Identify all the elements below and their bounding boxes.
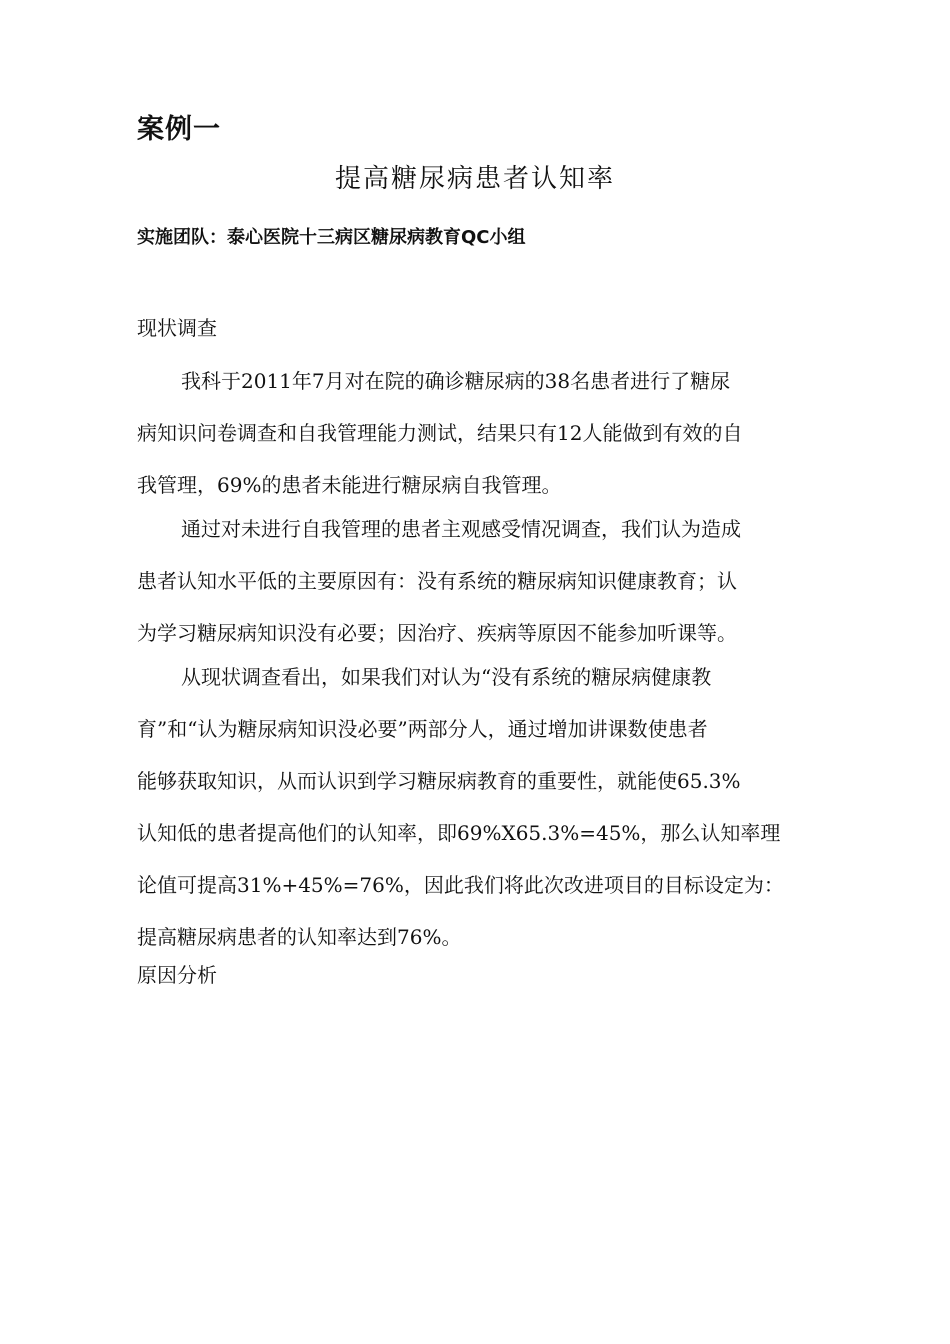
paragraph-1 (137, 355, 837, 511)
section-heading-status: 现状调查 (137, 316, 217, 340)
paragraph-line: 认知低的患者提高他们的认知率，即69%X65.3%=45%，那么认知率理 (137, 821, 781, 845)
section-heading-cause: 原因分析 (137, 963, 217, 987)
paragraph-line: 患者认知水平低的主要原因有：没有系统的糖尿病知识健康教育；认 (137, 569, 737, 593)
paragraph-line: 从现状调查看出，如果我们对认为“没有系统的糖尿病健康教 (181, 665, 712, 689)
case-heading: 案例一 (137, 114, 221, 145)
paragraph-line: 育”和“认为糖尿病知识没必要”两部分人，通过增加讲课数使患者 (137, 717, 708, 741)
document-title: 提高糖尿病患者认知率 (334, 164, 615, 194)
paragraph-3 (137, 651, 837, 963)
paragraph-line: 病知识问卷调查和自我管理能力测试，结果只有12人能做到有效的自 (137, 421, 743, 445)
paragraph-line: 我科于2011年7月对在院的确诊糖尿病的38名患者进行了糖尿 (181, 369, 731, 393)
paragraph-line: 为学习糖尿病知识没有必要；因治疗、疾病等原因不能参加听课等。 (137, 621, 737, 645)
paragraph-line: 我管理，69%的患者未能进行糖尿病自我管理。 (137, 473, 562, 497)
paragraph-2 (137, 503, 837, 659)
paragraph-line: 通过对未进行自我管理的患者主观感受情况调查，我们认为造成 (181, 517, 741, 541)
paragraph-line: 提高糖尿病患者的认知率达到76%。 (137, 925, 462, 949)
paragraph-line: 能够获取知识，从而认识到学习糖尿病教育的重要性，就能使65.3% (137, 769, 741, 793)
team-line: 实施团队：泰心医院十三病区糖尿病教育QC小组 (137, 227, 526, 248)
paragraph-line: 论值可提高31%+45%=76%，因此我们将此次改进项目的目标设定为： (137, 873, 784, 897)
